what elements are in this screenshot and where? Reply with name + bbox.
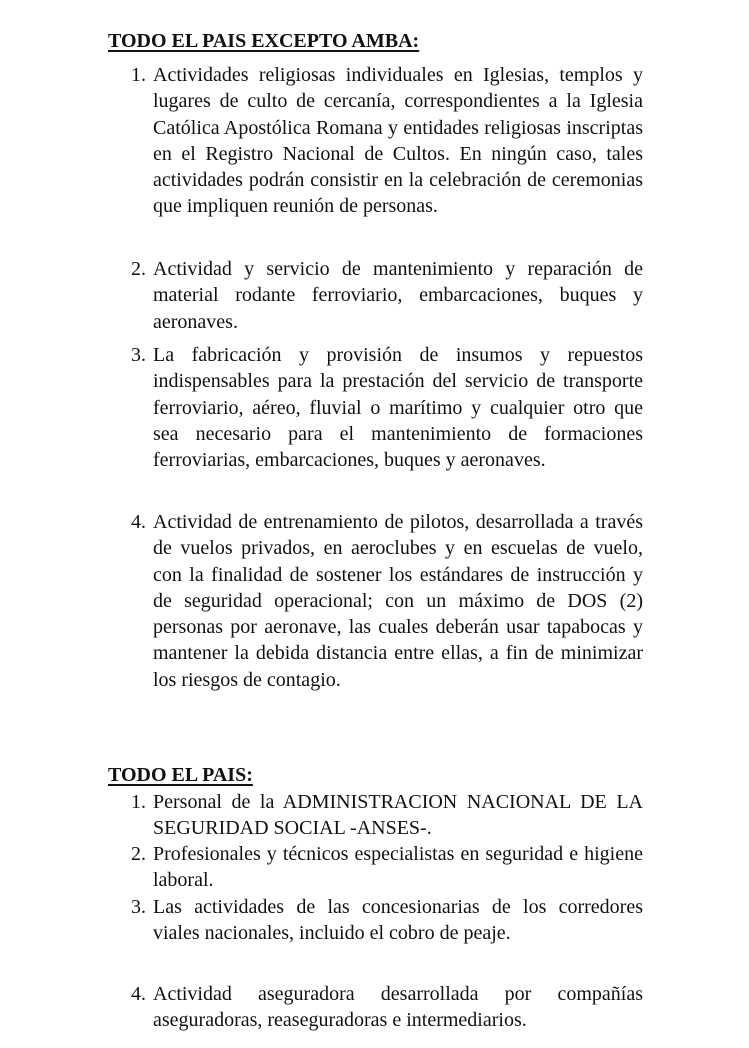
list-item-number: 1. (131, 791, 146, 813)
list-item (131, 342, 643, 473)
list-item-number: 2. (131, 843, 146, 865)
list-item-text: Actividad y servicio de mantenimiento y reparación de material rodante ferroviario, embarcaciones, buques y aeronaves. (153, 258, 643, 333)
list-item-number: 4. (131, 983, 146, 1005)
list-item-number: 3. (131, 344, 146, 366)
list-item-text: Actividad aseguradora desarrollada por compañías aseguradoras, reaseguradoras e intermediarios. (153, 983, 643, 1032)
list-item (131, 789, 643, 842)
list-item-number: 3. (131, 896, 146, 918)
list-item-text: Las actividades de las concesionarias de los corredores viales nacionales, incluido el cobro de peaje. (153, 896, 643, 945)
list-item (131, 894, 643, 947)
list-item (131, 256, 643, 335)
section-heading-todo-el-pais: TODO EL PAIS: (108, 764, 253, 786)
list-item-text: Personal de la ADMINISTRACION NACIONAL DE LA SEGURIDAD SOCIAL -ANSES-. (153, 791, 643, 840)
list-item-text: Actividades religiosas individuales en Iglesias, templos y lugares de culto de cercanía, correspondientes a la Iglesia Católica Apostólica Romana y entidades religiosas inscriptas en el Registro Nacional de Cultos. En ningún caso, tales actividades podrán consistir en la celebración de ceremonias que impliquen reunión de personas. (153, 64, 643, 218)
list-item (131, 841, 643, 894)
list-item-text: Actividad de entrenamiento de pilotos, desarrollada a través de vuelos privados, en aeroclubes y en escuelas de vuelo, con la finalidad de sostener los estándares de instrucción y de seguridad operacional; con un máximo de DOS (2) personas por aeronave, las cuales deberán usar tapabocas y mantener la debida distancia entre ellas, a fin de minimizar los riesgos de contagio. (153, 511, 643, 691)
list-item-number: 4. (131, 511, 146, 533)
list-item-text: La fabricación y provisión de insumos y repuestos indispensables para la prestación del servicio de transporte ferroviario, aéreo, fluvial o marítimo y cualquier otro que sea necesario para el mantenimiento de formaciones ferroviarias, embarcaciones, buques y aeronaves. (153, 344, 643, 472)
list-item (131, 509, 643, 693)
list-item-number: 2. (131, 258, 146, 280)
section-heading-excepto-amba: TODO EL PAIS EXCEPTO AMBA: (108, 30, 420, 52)
list-item (131, 62, 643, 220)
list-item-text: Profesionales y técnicos especialistas en seguridad e higiene laboral. (153, 843, 643, 892)
list-item (131, 981, 643, 1034)
list-item-number: 1. (131, 64, 146, 86)
